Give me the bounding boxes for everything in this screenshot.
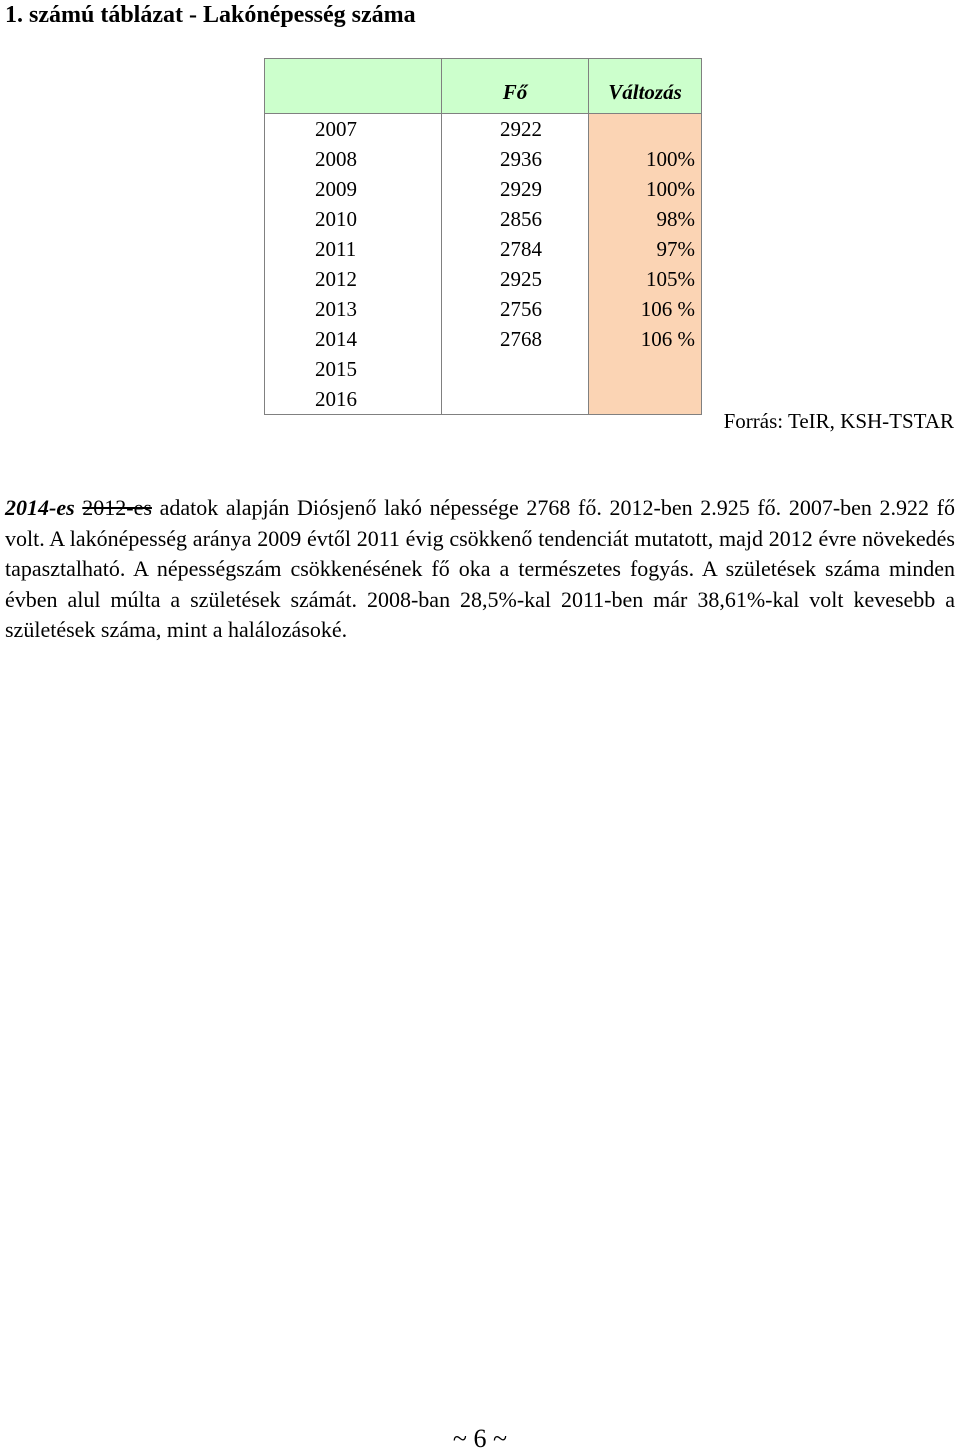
fo-cell: 2925 [442, 264, 589, 294]
table-row [265, 114, 702, 145]
fo-cell [442, 384, 589, 415]
page-number: ~ 6 ~ [452, 1424, 508, 1453]
year-cell: 2009 [265, 174, 442, 204]
fo-cell: 2856 [442, 204, 589, 234]
year-cell: 2016 [265, 384, 442, 415]
change-cell: 97% [589, 234, 702, 264]
fo-cell: 2756 [442, 294, 589, 324]
change-cell [589, 384, 702, 415]
table-title: 1. számú táblázat - Lakónépesség száma [5, 2, 416, 28]
table-row [265, 324, 702, 354]
fo-cell: 2936 [442, 144, 589, 174]
source-note: Forrás: TeIR, KSH-TSTAR [723, 409, 954, 433]
fo-cell [442, 354, 589, 384]
change-cell: 105% [589, 264, 702, 294]
change-cell: 106 % [589, 324, 702, 354]
table-row [265, 264, 702, 294]
fo-cell: 2922 [442, 114, 589, 145]
year-cell: 2012 [265, 264, 442, 294]
year-cell: 2014 [265, 324, 442, 354]
table-row [265, 204, 702, 234]
year-cell: 2008 [265, 144, 442, 174]
header-valtozas: Változás [589, 59, 702, 114]
header-fo: Fő [442, 59, 589, 114]
table-row [265, 144, 702, 174]
year-cell: 2013 [265, 294, 442, 324]
fo-cell: 2768 [442, 324, 589, 354]
body-paragraph [5, 493, 955, 646]
change-cell: 100% [589, 174, 702, 204]
header-year [265, 59, 442, 114]
year-cell: 2015 [265, 354, 442, 384]
population-table [264, 58, 702, 415]
table-row [265, 354, 702, 384]
table-row [265, 234, 702, 264]
year-cell: 2011 [265, 234, 442, 264]
paragraph-emphasis: 2014-es [5, 495, 75, 520]
table-row [265, 174, 702, 204]
change-cell [589, 354, 702, 384]
year-cell: 2010 [265, 204, 442, 234]
fo-cell: 2929 [442, 174, 589, 204]
change-cell: 100% [589, 144, 702, 174]
change-cell [589, 114, 702, 145]
fo-cell: 2784 [442, 234, 589, 264]
table-header-row [265, 59, 702, 114]
paragraph-text: adatok alapján Diósjenő lakó népessége 2768 fő. 2012-ben 2.925 fő. 2007-ben 2.922 fő volt. A lakónépesség aránya 2009 évtől 2011 évig csökkenő tendenciát mutatott, majd 2012 évre növekedés tapasztalható. A népességszám csökkenésének fő oka a természetes fogyás. A születések száma minden évben alul múlta a születések számát. 2008-ban 28,5%-kal 2011-ben már 38,61%-kal volt kevesebb a születések száma, mint a halálozásoké. [5, 495, 955, 642]
paragraph-struck-text: 2012-es [82, 495, 152, 520]
change-cell: 106 % [589, 294, 702, 324]
year-cell: 2007 [265, 114, 442, 145]
change-cell: 98% [589, 204, 702, 234]
table-row [265, 384, 702, 415]
table-row [265, 294, 702, 324]
